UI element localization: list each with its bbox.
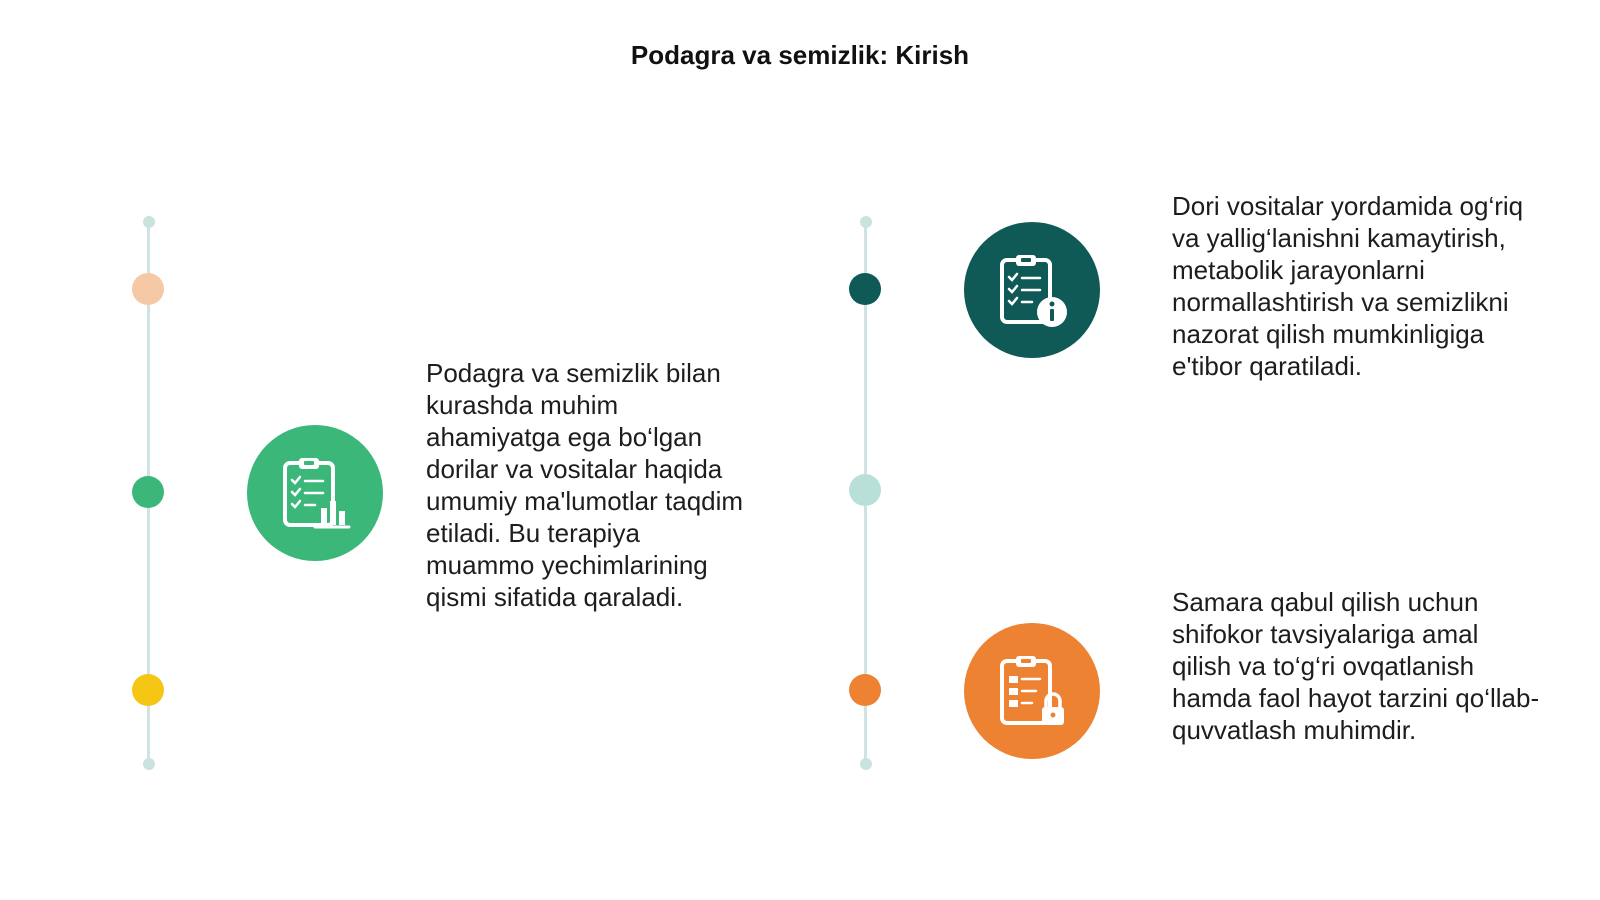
clipboard-chart-icon (275, 453, 355, 533)
page-title: Podagra va semizlik: Kirish (630, 40, 970, 70)
item-1-icon-circle (247, 425, 383, 561)
timeline-dot-mint (849, 474, 881, 506)
timeline-start-cap (143, 216, 155, 228)
timeline-dot-peach (132, 273, 164, 305)
item-2-text: Dori vositalar yordamida og‘riq va yallig‘lanishni kamaytirish, metabolik jarayonlarni normallashtirish va semizlikni nazorat qilish mumkinligiga e'tibor qaratiladi. (1172, 191, 1524, 381)
item-3-icon-circle (964, 623, 1100, 759)
timeline-end-cap (143, 758, 155, 770)
timeline-dot-orange (849, 674, 881, 706)
item-2-icon-circle (964, 222, 1100, 358)
item-3-text: Samara qabul qilish uchun shifokor tavsiyalariga amal qilish va to‘g‘ri ovqatlanish hamda faol hayot tarzini qo‘llab-quvvatlash muhimdir. (1172, 587, 1540, 745)
clipboard-info-icon (992, 250, 1072, 330)
timeline-dot-teal (849, 273, 881, 305)
timeline-dot-green (132, 476, 164, 508)
clipboard-lock-icon (992, 651, 1072, 731)
timeline-end-cap (860, 758, 872, 770)
timeline-dot-yellow (132, 674, 164, 706)
item-1-text: Podagra va semizlik bilan kurashda muhim ahamiyatga ega bo‘lgan dorilar va vositalar haqida umumiy ma'lumotlar taqdim etiladi. Bu terapiya muammo yechimlarining qismi sifatida qaraladi. (426, 358, 744, 612)
timeline-start-cap (860, 216, 872, 228)
